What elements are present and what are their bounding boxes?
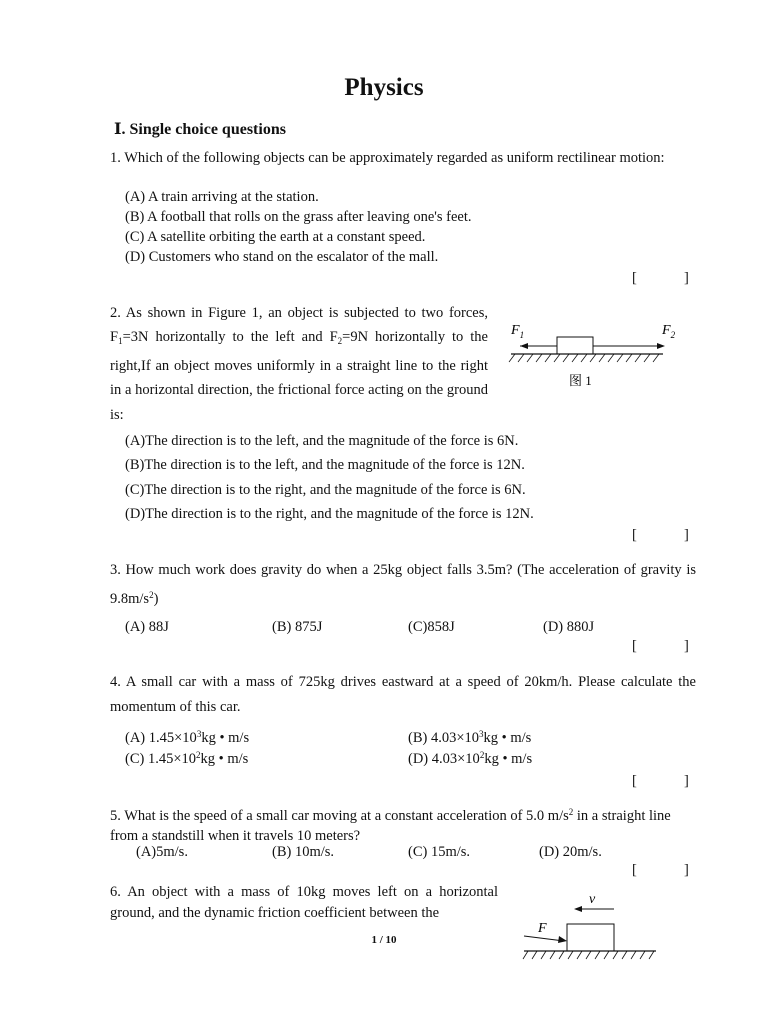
- superscript: 2: [568, 807, 574, 817]
- figure-1-diagram: [505, 318, 675, 393]
- superscript: 2: [149, 589, 154, 600]
- figure-1-f2-arrowhead: [657, 343, 665, 349]
- subscript: 2: [337, 336, 343, 347]
- superscript: 2: [479, 750, 485, 760]
- question-3-text-part: ): [153, 590, 159, 607]
- figure-6-diagram: [518, 888, 663, 966]
- option-text: kg • m/s: [201, 730, 250, 746]
- question-2-option-d: (D)The direction is to the right, and the magnitude of the force is 12N.: [125, 506, 534, 522]
- question-3-text: [110, 558, 696, 611]
- question-5-option-c: (C) 15m/s.: [408, 844, 471, 860]
- question-3-option-a: (A) 88J: [125, 619, 169, 635]
- option-text: (D) 4.03×10: [408, 751, 480, 767]
- question-4-text: 4. A small car with a mass of 725kg drives eastward at a speed of 20km/h. Please calculate the momentum of this car.: [110, 674, 696, 715]
- question-2-text-part: 2. As shown in Figure 1, an object is subjected to two forces, F: [110, 305, 488, 346]
- question-2-option-a: (A)The direction is to the left, and the magnitude of the force is 6N.: [125, 433, 519, 449]
- superscript: 3: [196, 729, 202, 739]
- question-5-option-b: (B) 10m/s.: [272, 844, 335, 860]
- figure-1-block: [557, 337, 593, 354]
- question-1-option-d: (D) Customers who stand on the escalator of the mall.: [125, 249, 439, 265]
- question-5-text-part: in a straight line from a standstill when it travels 10 meters?: [110, 808, 671, 844]
- question-3-option-c: (C)858J: [408, 619, 455, 635]
- page-title: Physics: [344, 74, 424, 101]
- question-3-option-b: (B) 875J: [272, 619, 323, 635]
- bracket-open: [: [632, 270, 637, 286]
- question-5-text: [110, 802, 696, 846]
- figure-6-velocity-arrowhead: [574, 906, 582, 912]
- bracket-close: ]: [684, 270, 689, 286]
- question-1-text: 1. Which of the following objects can be approximately regarded as uniform rectilinear motion:: [110, 150, 665, 166]
- figure-1-f2-label: $F_2$: [662, 323, 675, 340]
- question-2-option-c: (C)The direction is to the right, and the magnitude of the force is 6N.: [125, 482, 526, 498]
- question-1-option-a: (A) A train arriving at the station.: [125, 189, 319, 205]
- bracket-open: [: [632, 773, 637, 789]
- question-4-option-b: [408, 729, 531, 747]
- figure-1-caption: 图 1: [569, 373, 592, 388]
- question-5-text-part: 5. What is the speed of a small car moving at a constant acceleration of 5.0 m/s: [110, 808, 569, 824]
- question-4-option-c: [125, 750, 248, 768]
- bracket-close: ]: [684, 862, 689, 878]
- figure-6-force-label: F: [538, 921, 547, 936]
- question-1-option-c: (C) A satellite orbiting the earth at a constant speed.: [125, 229, 426, 245]
- bracket-open: [: [632, 862, 637, 878]
- bracket-close: ]: [684, 527, 689, 543]
- superscript: 3: [479, 729, 484, 739]
- option-text: kg • m/s: [200, 751, 249, 767]
- figure-1-f1-label: $F_1$: [511, 323, 525, 340]
- question-6-text: 6. An object with a mass of 10kg moves left on a horizontal ground, and the dynamic friction coefficient between the: [110, 884, 498, 921]
- figure-1-ground-hatch: [509, 354, 659, 362]
- question-5-option-a: (A)5m/s.: [136, 844, 188, 860]
- question-3-option-d: (D) 880J: [543, 619, 595, 635]
- question-3-text-part: 3. How much work does gravity do when a 25kg object falls 3.5m? (The acceleration of gravity is 9.8m/s: [110, 562, 696, 607]
- section-heading: Ⅰ. Single choice questions: [114, 121, 286, 138]
- option-text: (A) 1.45×10: [125, 730, 197, 746]
- question-4-option-a: [125, 729, 249, 747]
- subscript: 1: [118, 336, 123, 347]
- figure-1-f1-arrowhead: [520, 343, 528, 349]
- bracket-close: ]: [684, 638, 689, 654]
- page-number: 1 / 10: [371, 934, 397, 946]
- figure-6-ground-hatch: [523, 951, 654, 959]
- option-text: (B) 4.03×10: [408, 730, 480, 746]
- question-1-option-b: (B) A football that rolls on the grass after leaving one's feet.: [125, 209, 472, 225]
- bracket-close: ]: [684, 773, 689, 789]
- question-5-option-d: (D) 20m/s.: [539, 844, 602, 860]
- question-2-option-b: (B)The direction is to the left, and the magnitude of the force is 12N.: [125, 457, 525, 473]
- question-4-option-d: [408, 750, 532, 768]
- question-2-text-part: =9N horizontally to the right,If an object moves uniformly in a straight line to the right in a horizontal direction, the frictional force acting on the ground is:: [110, 329, 488, 423]
- option-text: kg • m/s: [483, 730, 532, 746]
- figure-6-velocity-label: v: [589, 892, 596, 907]
- question-2-text-part: =3N horizontally to the left and F: [122, 329, 338, 346]
- bracket-open: [: [632, 638, 637, 654]
- bracket-open: [: [632, 527, 637, 543]
- superscript: 2: [196, 750, 201, 760]
- question-2-text: [110, 301, 488, 427]
- option-text: (C) 1.45×10: [125, 751, 197, 767]
- option-text: kg • m/s: [484, 751, 533, 767]
